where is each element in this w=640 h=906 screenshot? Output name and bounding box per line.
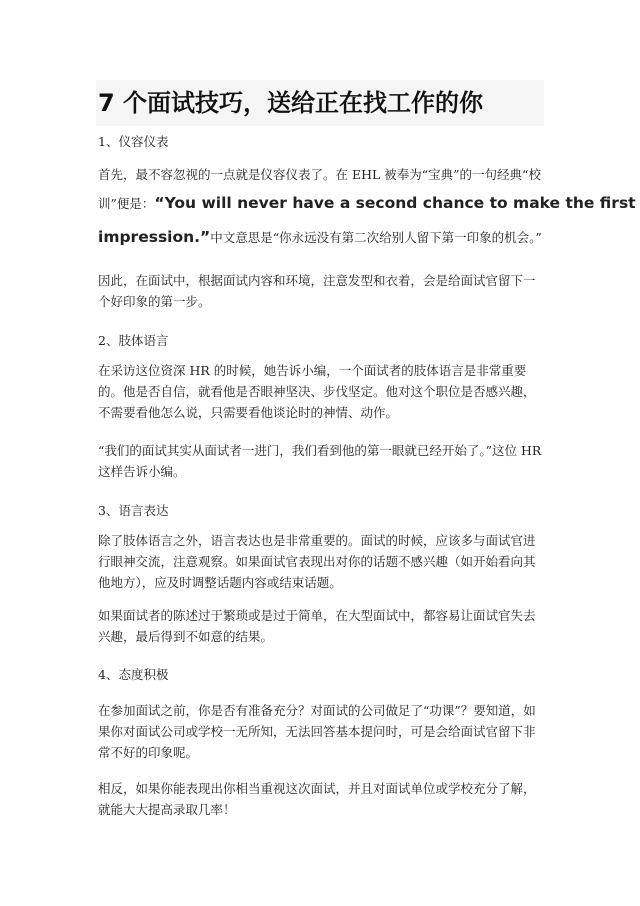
section-1-heading: 1、仪容仪表 <box>98 134 169 149</box>
section-2-heading: 2、肢体语言 <box>98 333 169 348</box>
english-quote-part-1: “You will never have a second chance to make the first <box>154 194 636 212</box>
motto-label: 训”便是： <box>98 196 155 211</box>
english-quote-part-2: impression.” <box>98 228 211 246</box>
section-1-paragraph-2: 因此，在面试中，根据面试内容和环境，注意发型和衣着，会是给面试官留下一个好印象的第一步。 <box>98 273 536 309</box>
section-1-paragraph-1-line-2 <box>98 192 636 215</box>
section-3-heading: 3、语言表达 <box>98 503 169 518</box>
section-4-paragraph-1: 在参加面试之前，你是否有准备充分？对面试的公司做足了“功课”？要知道，如果你对面试公司或学校一无所知，无法回答基本提问时，可是会给面试官留下非常不好的印象呢。 <box>98 703 536 760</box>
section-3-paragraph-2: 如果面试者的陈述过于繁琐或是过于简单，在大型面试中，都容易让面试官失去兴趣，最后得到不如意的结果。 <box>98 608 536 644</box>
section-4-paragraph-2: 相反，如果你能表现出你相当重视这次面试，并且对面试单位或学校充分了解，就能大大提高录取几率！ <box>98 781 536 817</box>
section-1-paragraph-1-line-3 <box>98 226 548 249</box>
section-2-paragraph-2: “我们的面试其实从面试者一进门，我们看到他的第一眼就已经开始了。”这位 HR 这样告诉小编。 <box>98 443 542 479</box>
section-3-paragraph-1: 除了肢体语言之外，语言表达也是非常重要的。面试的时候，应该多与面试官进行眼神交流，注意观察。如果面试官表现出对你的话题不感兴趣（如开始看向其他地方），应及时调整话题内容或结束话题。 <box>98 533 536 590</box>
page-title: 7 个面试技巧，送给正在找工作的你 <box>98 89 484 117</box>
section-4-heading: 4、态度积极 <box>98 667 169 682</box>
section-1-paragraph-1-line-1: 首先，最不容忽视的一点就是仪容仪表了。在 EHL 被奉为“宝典”的一句经典“校 <box>98 167 541 182</box>
chinese-translation: 中文意思是“你永远没有第二次给别人留下第一印象的机会。” <box>210 230 542 245</box>
section-2-paragraph-1: 在采访这位资深 HR 的时候，她告诉小编，一个面试者的肢体语言是非常重要的。他是否自信，就看他是否眼神坚决、步伐坚定。他对这个职位是否感兴趣，不需要看他怎么说，只需要看他谈论时的神情、动作。 <box>98 363 536 420</box>
